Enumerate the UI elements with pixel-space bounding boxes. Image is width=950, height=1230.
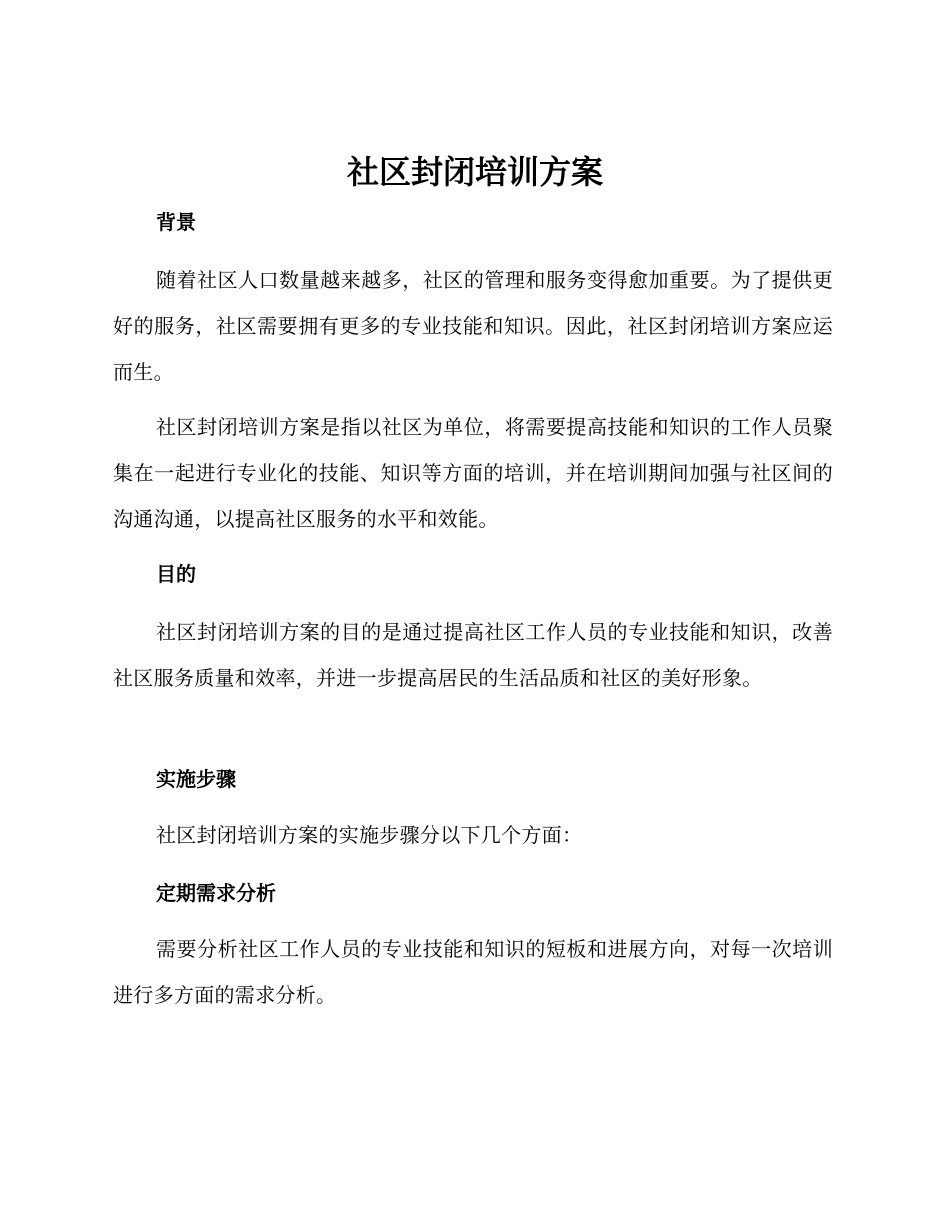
paragraph-purpose: 社区封闭培训方案的目的是通过提高社区工作人员的专业技能和知识，改善社区服务质量和效率，并进一步提高居民的生活品质和社区的美好形象。: [113, 620, 833, 690]
section-heading-background: 背景: [156, 210, 196, 234]
paragraph-implementation: 社区封闭培训方案的实施步骤分以下几个方面：: [156, 823, 583, 847]
paragraph-background-2: 社区封闭培训方案是指以社区为单位，将需要提高技能和知识的工作人员聚集在一起进行专业化的技能、知识等方面的培训，并在培训期间加强与社区间的沟通沟通，以提高社区服务的水平和效能。: [113, 415, 833, 531]
document-title: 社区封闭培训方案: [346, 153, 603, 191]
section-heading-purpose: 目的: [156, 562, 196, 586]
section-heading-implementation: 实施步骤: [156, 767, 236, 791]
paragraph-background-1: 随着社区人口数量越来越多，社区的管理和服务变得愈加重要。为了提供更好的服务，社区需要拥有更多的专业技能和知识。因此，社区封闭培训方案应运而生。: [113, 268, 833, 384]
paragraph-needs-analysis: 需要分析社区工作人员的专业技能和知识的短板和进展方向，对每一次培训进行多方面的需求分析。: [113, 937, 833, 1007]
section-heading-needs-analysis: 定期需求分析: [156, 881, 276, 905]
